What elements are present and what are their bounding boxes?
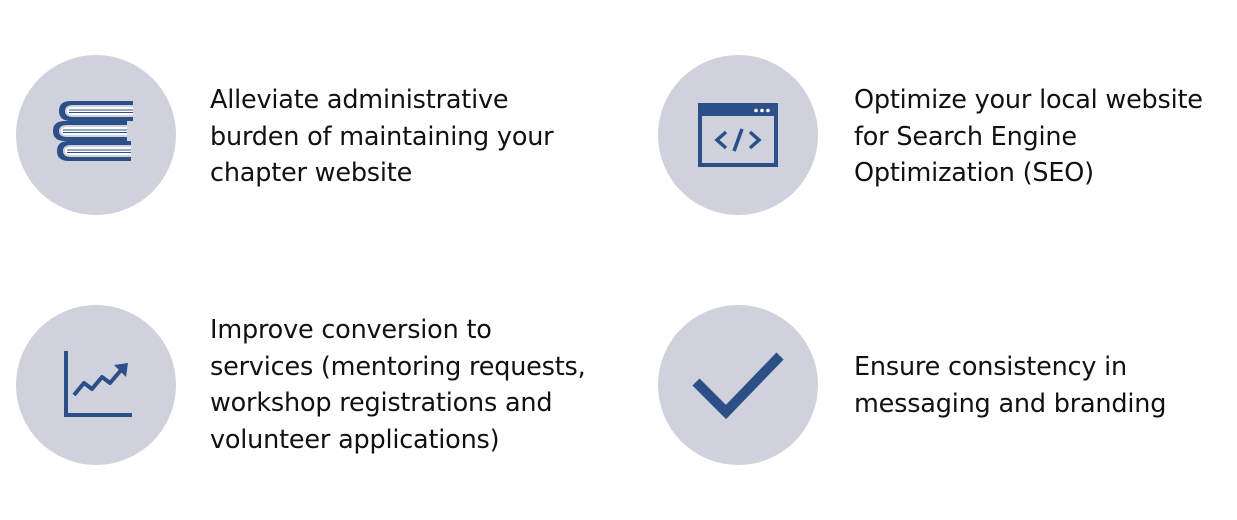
- icon-circle: [658, 55, 818, 215]
- icon-circle: [16, 305, 176, 465]
- icon-circle: [658, 305, 818, 465]
- benefit-text: Alleviate administrative burden of maintaining your chapter website: [210, 85, 554, 188]
- books-icon: [51, 95, 141, 175]
- code-window-icon: [698, 103, 778, 167]
- benefit-text: Optimize your local website for Search Engine Optimization (SEO): [854, 85, 1203, 188]
- icon-circle: [16, 55, 176, 215]
- benefit-text: Ensure consistency in messaging and branding: [854, 352, 1167, 419]
- benefit-text: Improve conversion to services (mentoring requests, workshop registrations and volunteer applications): [210, 315, 586, 455]
- growth-chart-icon: [56, 345, 136, 425]
- checkmark-icon: [690, 350, 786, 420]
